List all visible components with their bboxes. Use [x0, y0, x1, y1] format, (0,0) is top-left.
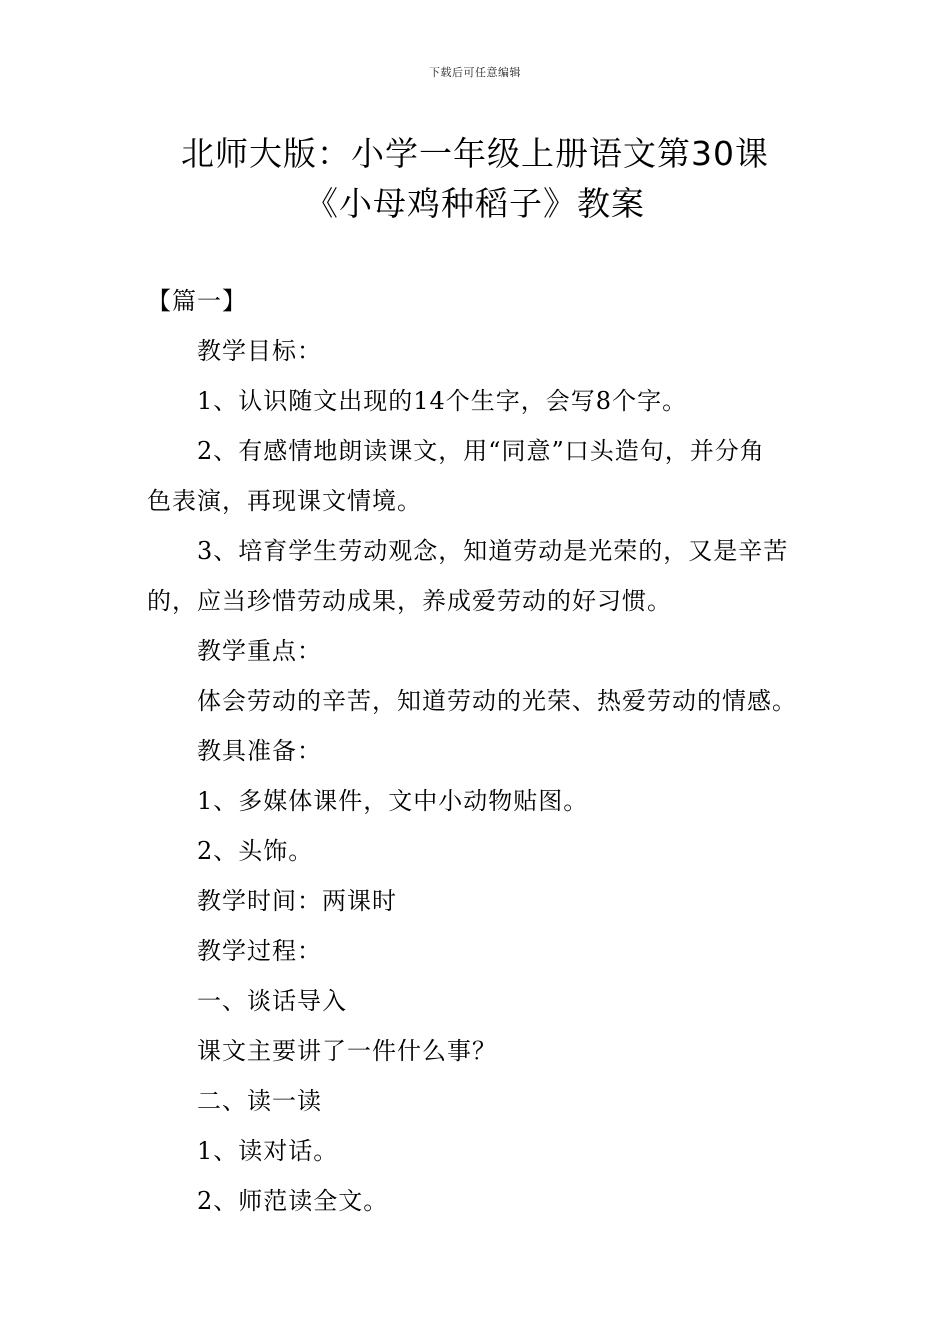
body-line: 1、多媒体课件，文中小动物贴图。 [197, 787, 589, 815]
section-label [147, 276, 807, 326]
document-title-line-1: 北师大版：小学一年级上册语文第30课 [181, 134, 769, 173]
body-line: 教具准备： [197, 737, 322, 765]
body-line: 一、谈话导入 [197, 987, 347, 1015]
body-line: 1、认识随文出现的14个生字，会写8个字。 [197, 387, 688, 415]
body-line: 色表演，再现课文情境。 [147, 487, 422, 515]
body-line: 课文主要讲了一件什么事？ [197, 1037, 497, 1065]
body-line: 教学目标： [197, 337, 322, 365]
header-note: 下载后可任意编辑 [429, 66, 521, 79]
body-line: 1、读对话。 [197, 1137, 339, 1165]
section-label-text: 【篇一】 [147, 287, 247, 315]
body-line: 2、头饰。 [197, 837, 314, 865]
body-line: 3、培育学生劳动观念，知道劳动是光荣的，又是辛苦 [197, 537, 789, 565]
body-line: 教学时间：两课时 [197, 887, 397, 915]
body-line: 2、有感情地朗读课文，用“同意”口头造句，并分角 [197, 437, 765, 465]
body-line: 教学过程： [197, 937, 322, 965]
document-body [147, 326, 807, 1226]
body-line: 的，应当珍惜劳动成果，养成爱劳动的好习惯。 [147, 587, 672, 615]
document-title-line-2: 《小母鸡种稻子》教案 [305, 184, 645, 223]
body-line: 教学重点： [197, 637, 322, 665]
body-line: 2、师范读全文。 [197, 1187, 389, 1215]
body-line: 体会劳动的辛苦，知道劳动的光荣、热爱劳动的情感。 [197, 687, 797, 715]
body-line: 二、读一读 [197, 1087, 322, 1115]
